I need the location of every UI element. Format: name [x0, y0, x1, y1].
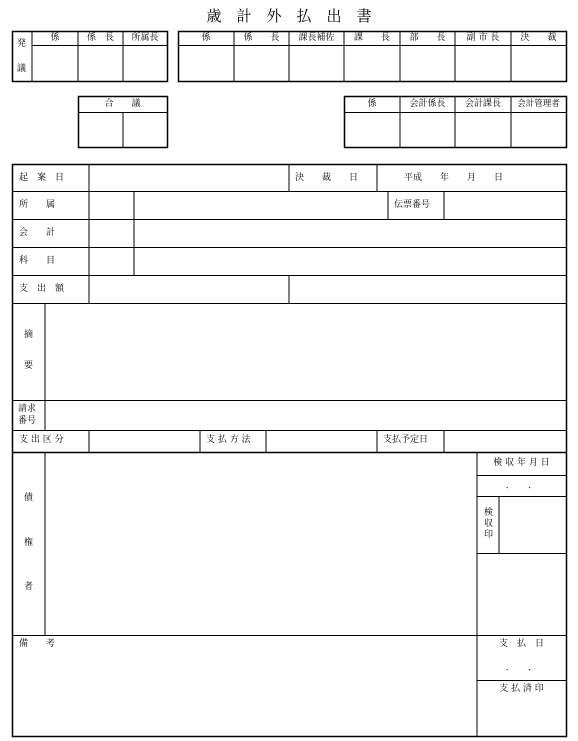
approval-header-kakari-2: 係 — [201, 33, 211, 43]
shozoku-label: 所 属 — [19, 200, 56, 210]
approval-header-shozokucho: 所属長 — [131, 33, 159, 43]
kenshu-date-dots: ． ． — [505, 481, 538, 491]
seikyu-bango-label-1: 請求 — [18, 404, 37, 414]
approval-header-kaikei-kakaricho: 会計係長 — [409, 99, 446, 109]
approval-header-kaikei-kanrisha: 会計管理者 — [517, 99, 560, 109]
saiken-sha-label-1: 債 — [24, 493, 34, 503]
page-title: 歳 計 外 払 出 書 — [206, 7, 372, 25]
kenshu-in-label-3: 印 — [484, 530, 494, 540]
hakki-label-2: 議 — [17, 64, 27, 74]
shishutsu-gaku-label: 支 出 額 — [19, 284, 65, 294]
biko-label: 備 考 — [19, 639, 56, 649]
shiharai-date-dots: ． ． — [505, 663, 538, 673]
approval-header-bucho: 部 長 — [409, 33, 446, 43]
kenshu-in-label-1: 検 — [484, 508, 494, 518]
shiharai-yotei-bi-label: 支払予定日 — [383, 435, 429, 445]
gougi-label: 合 議 — [104, 99, 141, 109]
saiken-sha-label-3: 者 — [24, 582, 34, 592]
kenshu-nengappi-label: 検 収 年 月 日 — [493, 458, 550, 468]
approval-header-fukushicho: 副 市 長 — [466, 33, 500, 43]
approval-header-kakari: 係 — [50, 33, 60, 43]
kenshu-in-label-2: 収 — [484, 519, 494, 529]
hakki-label-1: 発 — [17, 39, 27, 49]
denpyo-bango-label: 伝票番号 — [394, 200, 431, 210]
shiharai-bi-label: 支 払 日 — [498, 639, 544, 649]
tekiyo-label-1: 摘 — [24, 330, 34, 340]
tekiyo-label-2: 要 — [24, 361, 34, 371]
heisei-date: 平成 年 月 日 — [404, 173, 504, 183]
approval-header-kessai: 決 裁 — [520, 33, 557, 43]
approval-header-kakari-3: 係 — [367, 99, 377, 109]
approval-header-kacho-hosa: 課長補佐 — [298, 33, 335, 43]
approval-header-kakaricho-2: 係 長 — [243, 33, 280, 43]
approval-header-kacho: 課 長 — [353, 33, 390, 43]
kaikei-label: 会 計 — [19, 228, 56, 238]
shiharai-zumi-in-label: 支 払 済 印 — [499, 684, 544, 694]
seikyu-bango-label-2: 番号 — [18, 416, 37, 426]
saiken-sha-label-2: 権 — [24, 538, 34, 548]
kian-bi-label: 起 案 日 — [19, 173, 65, 183]
approval-header-kakaricho: 係 長 — [86, 33, 114, 43]
kamoku-label: 科 目 — [19, 256, 56, 266]
shiharai-hoho-label: 支 払 方 法 — [206, 435, 251, 445]
shishutsu-kubun-label: 支 出 区 分 — [19, 435, 64, 445]
approval-header-kaikei-kacho: 会計課長 — [464, 99, 501, 109]
kessai-bi-label: 決 裁 日 — [295, 173, 359, 183]
